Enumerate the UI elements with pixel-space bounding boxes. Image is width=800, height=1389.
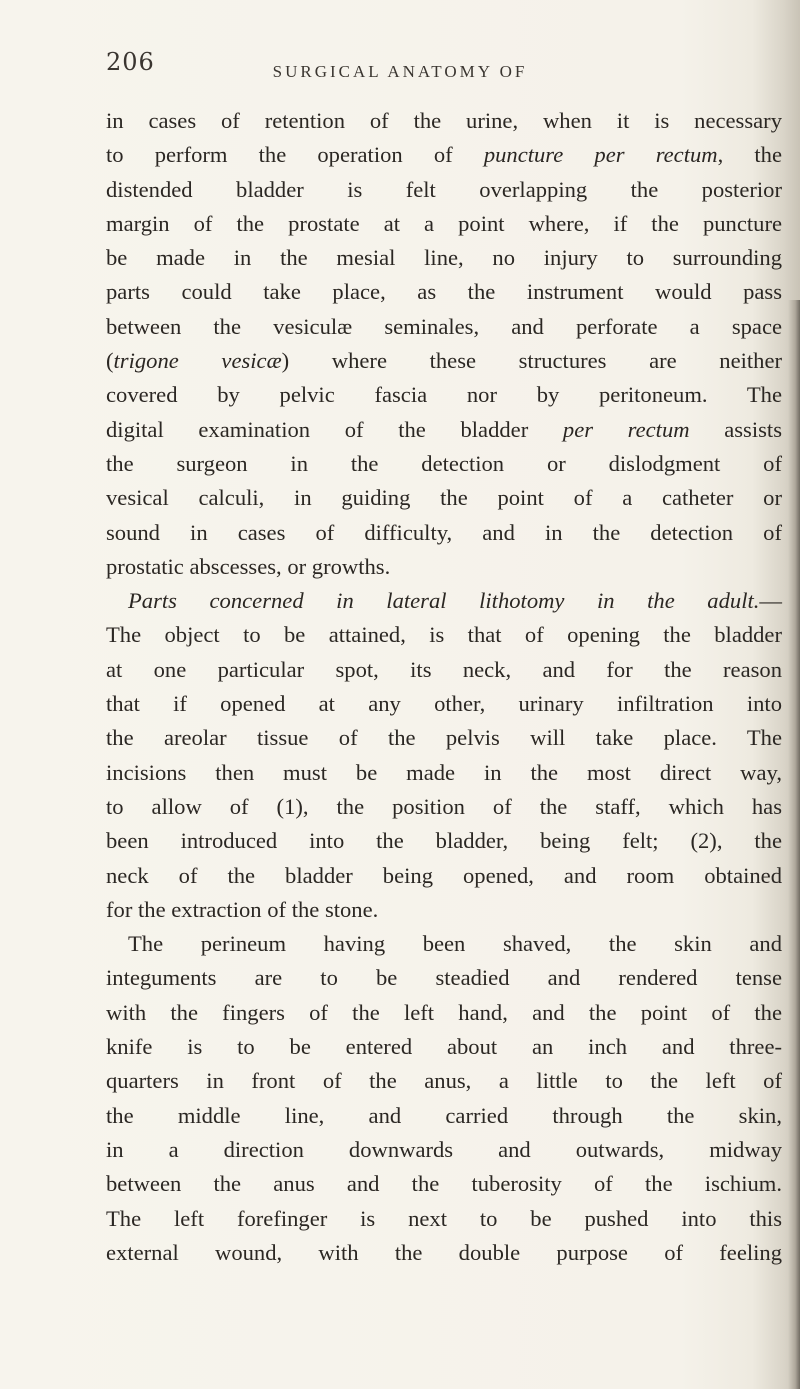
text-line-segment: ) where these structures are neither [281, 348, 783, 374]
page-edge-shadow [788, 300, 800, 1389]
text-line: in cases of retention of the urine, when it is necessary [106, 108, 782, 133]
text-line: the surgeon in the detection or dislodgment of [106, 450, 782, 476]
text-line: to allow of (1), the position of the staff, which has [106, 793, 782, 819]
text-line-segment: digital examination of the bladder [106, 416, 563, 442]
text-line: margin of the prostate at a point where, if the puncture [106, 210, 782, 236]
text-line: integuments are to be steadied and rendered tense [106, 965, 782, 991]
body-text [106, 104, 782, 1270]
text-line: between the vesiculæ seminales, and perforate a space [106, 313, 782, 339]
text-line: parts could take place, as the instrument would pass [106, 279, 782, 305]
text-line [106, 138, 782, 172]
text-line: prostatic abscesses, or growths. [106, 553, 391, 579]
text-line: knife is to be entered about an inch and three- [106, 1034, 782, 1060]
italic-phrase: puncture per rectum [483, 142, 718, 168]
text-line: be made in the mesial line, no injury to surrounding [106, 245, 782, 271]
text-line-segment: — [759, 588, 782, 614]
text-line [106, 344, 782, 378]
page-number: 206 [106, 48, 155, 76]
text-line: that if opened at any other, urinary infiltration into [106, 691, 782, 717]
text-line-segment: , the [717, 142, 782, 168]
text-line: The object to be attained, is that of opening the bladder [106, 622, 782, 648]
text-line: at one particular spot, its neck, and for the reason [106, 656, 782, 682]
text-line: sound in cases of difficulty, and in the detection of [106, 519, 782, 545]
text-line: external wound, with the double purpose of feeling [106, 1239, 782, 1265]
text-line: vesical calculi, in guiding the point of a catheter or [106, 485, 782, 511]
text-line: in a direction downwards and outwards, midway [106, 1136, 782, 1162]
text-line: with the fingers of the left hand, and the point of the [106, 999, 782, 1025]
text-line: been introduced into the bladder, being felt; (2), the [106, 828, 782, 854]
italic-phrase: Parts concerned in lateral lithotomy in the adult. [128, 588, 760, 614]
text-line: incisions then must be made in the most direct way, [106, 759, 782, 785]
text-line: for the extraction of the stone. [106, 896, 379, 922]
text-line: covered by pelvic fascia nor by peritoneum. The [106, 382, 782, 408]
text-line: between the anus and the tuberosity of the ischium. [106, 1171, 782, 1197]
text-line: the areolar tissue of the pelvis will take place. The [106, 725, 782, 751]
running-head: SURGICAL ANATOMY OF [272, 62, 528, 81]
text-line: the middle line, and carried through the skin, [106, 1102, 782, 1128]
text-line [106, 413, 782, 447]
text-line: distended bladder is felt overlapping the posterior [106, 176, 782, 202]
text-line: The left forefinger is next to be pushed into this [106, 1205, 782, 1231]
text-line: neck of the bladder being opened, and room obtained [106, 862, 782, 888]
text-line [106, 584, 782, 618]
text-line-segment: to perform the operation of [106, 142, 484, 168]
text-line-segment: assists [689, 416, 782, 442]
italic-phrase: trigone vesicæ [113, 348, 282, 374]
text-line-segment: ( [106, 348, 114, 374]
text-line: The perineum having been shaved, the skin and [128, 931, 782, 957]
italic-phrase: per rectum [562, 416, 690, 442]
text-line: quarters in front of the anus, a little to the left of [106, 1068, 782, 1094]
